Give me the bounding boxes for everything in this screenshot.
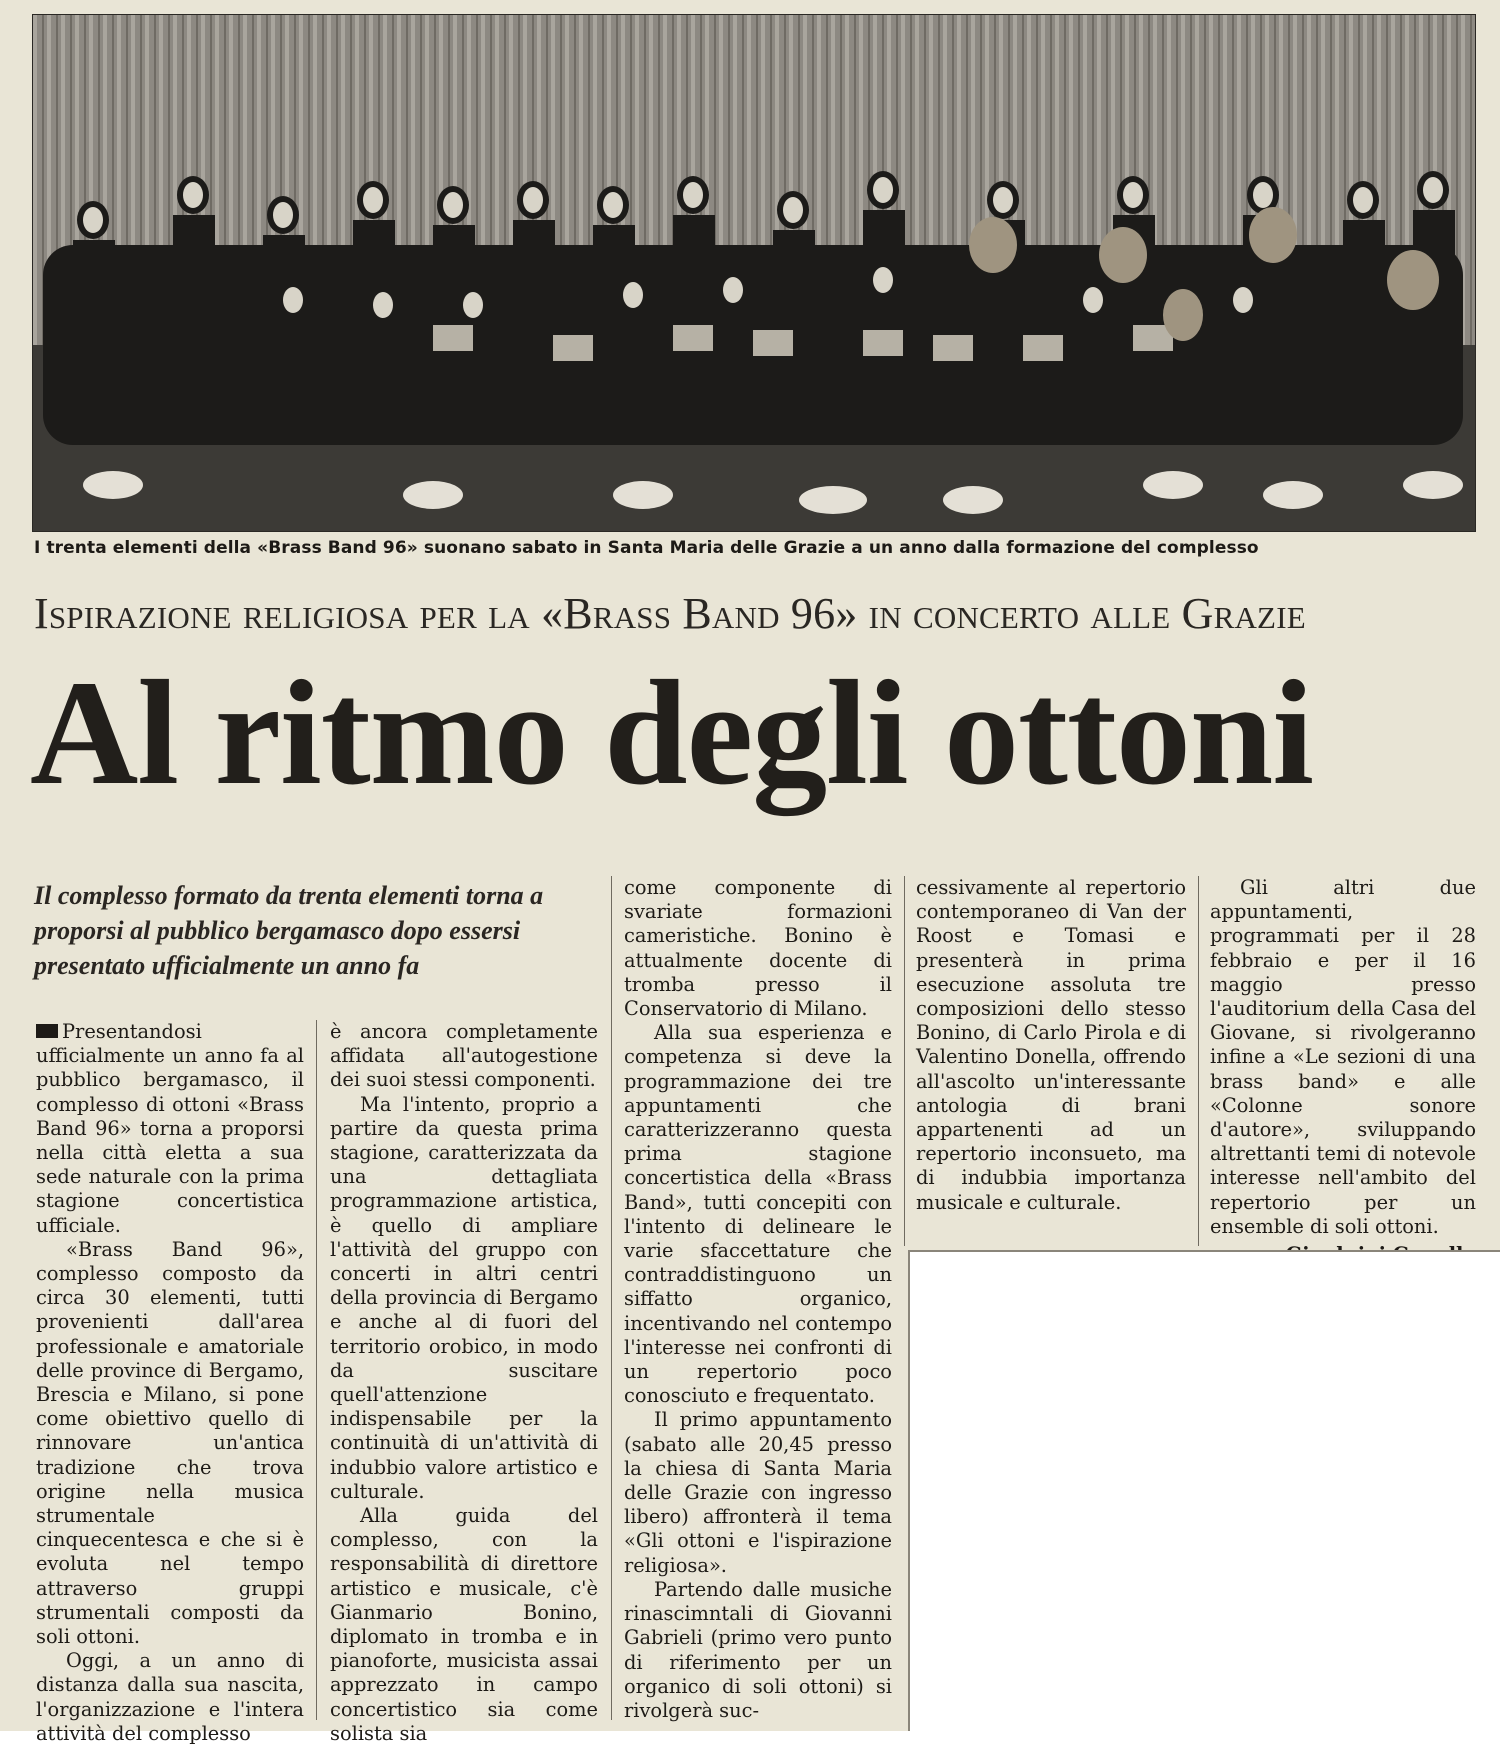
article-column-2 [330, 1020, 598, 1746]
article-headline: Al ritmo degli ottoni [30, 650, 1314, 816]
column-divider [611, 876, 612, 1720]
paragraph: Partendo dalle musiche rinascimntali di Giovanni Gabrieli (primo vero punto di riferimento per un organico di soli ottoni) si rivolgerà suc- [624, 1577, 892, 1722]
column-divider [904, 876, 905, 1246]
paragraph: Presentandosi ufficialmente un anno fa al pubblico bergamasco, il complesso di ottoni «Brass Band 96» torna a proporsi nella città eletta a sua sede naturale con la prima stagione concertistica ufficiale. [36, 1020, 304, 1237]
article-column-4 [916, 876, 1186, 1215]
paragraph: è ancora completamente affidata all'autogestione dei suoi stessi componenti. [330, 1020, 598, 1092]
paragraph: Alla guida del complesso, con la responsabilità di direttore artistico e musicale, c'è Gianmario Bonino, diplomato in tromba e in pianoforte, musicista assai apprezzato in campo concertistico sia come solista sia [330, 1504, 598, 1745]
paragraph: Il primo appuntamento (sabato alle 20,45 presso la chiesa di Santa Maria delle Grazie con ingresso libero) affronterà il tema «Gli ottoni e l'ispirazione religiosa». [624, 1408, 892, 1577]
paragraph: Oggi, a un anno di distanza dalla sua nascita, l'organizzazione e l'intera attività del complesso [36, 1649, 304, 1745]
article-column-3 [624, 876, 892, 1723]
article-column-1 [36, 1020, 304, 1746]
paragraph: Gli altri due appuntamenti, programmati per il 28 febbraio e per il 16 maggio presso l'auditorium della Casa del Giovane, si rivolgeranno infine a «Le sezioni di una brass band» e alle «Colonne sonore d'autore», sviluppando altrettanti temi di notevole interesse nell'ambito del repertorio per un ensemble di soli ottoni. [1210, 876, 1476, 1238]
column-divider [1198, 876, 1199, 1246]
paragraph: «Brass Band 96», complesso composto da circa 30 elementi, tutti provenienti dall'area professionale e amatoriale delle province di Bergamo, Brescia e Milano, si pone come obiettivo quello di rinnovare un'antica tradizione che trova origine nella musica strumentale cinquecentesca e che si è evoluta nel tempo attraverso gruppi strumentali composti da soli ottoni. [36, 1237, 304, 1649]
paragraph: Alla sua esperienza e competenza si deve la programmazione dei tre appuntamenti che caratterizzeranno questa prima stagione concertistica della «Brass Band», tutti concepiti con l'intento di delineare le varie sfaccettature che contraddistinguono un siffatto organico, incentivando nel contempo l'interesse nei confronti di un repertorio poco conosciuto e frequentato. [624, 1021, 892, 1408]
blank-area [908, 1250, 1500, 1731]
photo-caption: I trenta elementi della «Brass Band 96» suonano sabato in Santa Maria delle Grazie a un anno dalla formazione del complesso [34, 538, 1259, 558]
paragraph: Ma l'intento, proprio a partire da questa prima stagione, caratterizzata da una dettagliata programmazione artistica, è quello di ampliare l'attività del gruppo con concerti in altri centri della provincia di Bergamo e anche al di fuori del territorio orobico, in modo da suscitare quell'attenzione indispensabile per la continuità di un'attività di indubbio valore artistico e culturale. [330, 1092, 598, 1503]
band-photo-illustration [33, 15, 1475, 531]
band-photo [32, 14, 1476, 532]
article-kicker: Ispirazione religiosa per la «Brass Band 96» in concerto alle Grazie [34, 589, 1306, 638]
paragraph: cessivamente al repertorio contemporaneo di Van der Roost e Tomasi e presenterà in prima esecuzione assoluta tre composizioni dello stesso Bonino, di Carlo Pirola e di Valentino Donella, offrendo all'ascolto un'interessante antologia di brani appartenenti ad un repertorio inconsueto, ma di indubbia importanza musicale e culturale. [916, 876, 1186, 1214]
column-divider [316, 1020, 317, 1720]
paragraph: come componente di svariate formazioni cameristiche. Bonino è attualmente docente di tromba presso il Conservatorio di Milano. [624, 876, 892, 1021]
section-marker-icon [36, 1024, 58, 1038]
article-column-5 [1210, 876, 1476, 1267]
article-standfirst: Il complesso formato da trenta elementi torna a proporsi al pubblico bergamasco dopo essersi presentato ufficialmente un anno fa [34, 881, 544, 980]
